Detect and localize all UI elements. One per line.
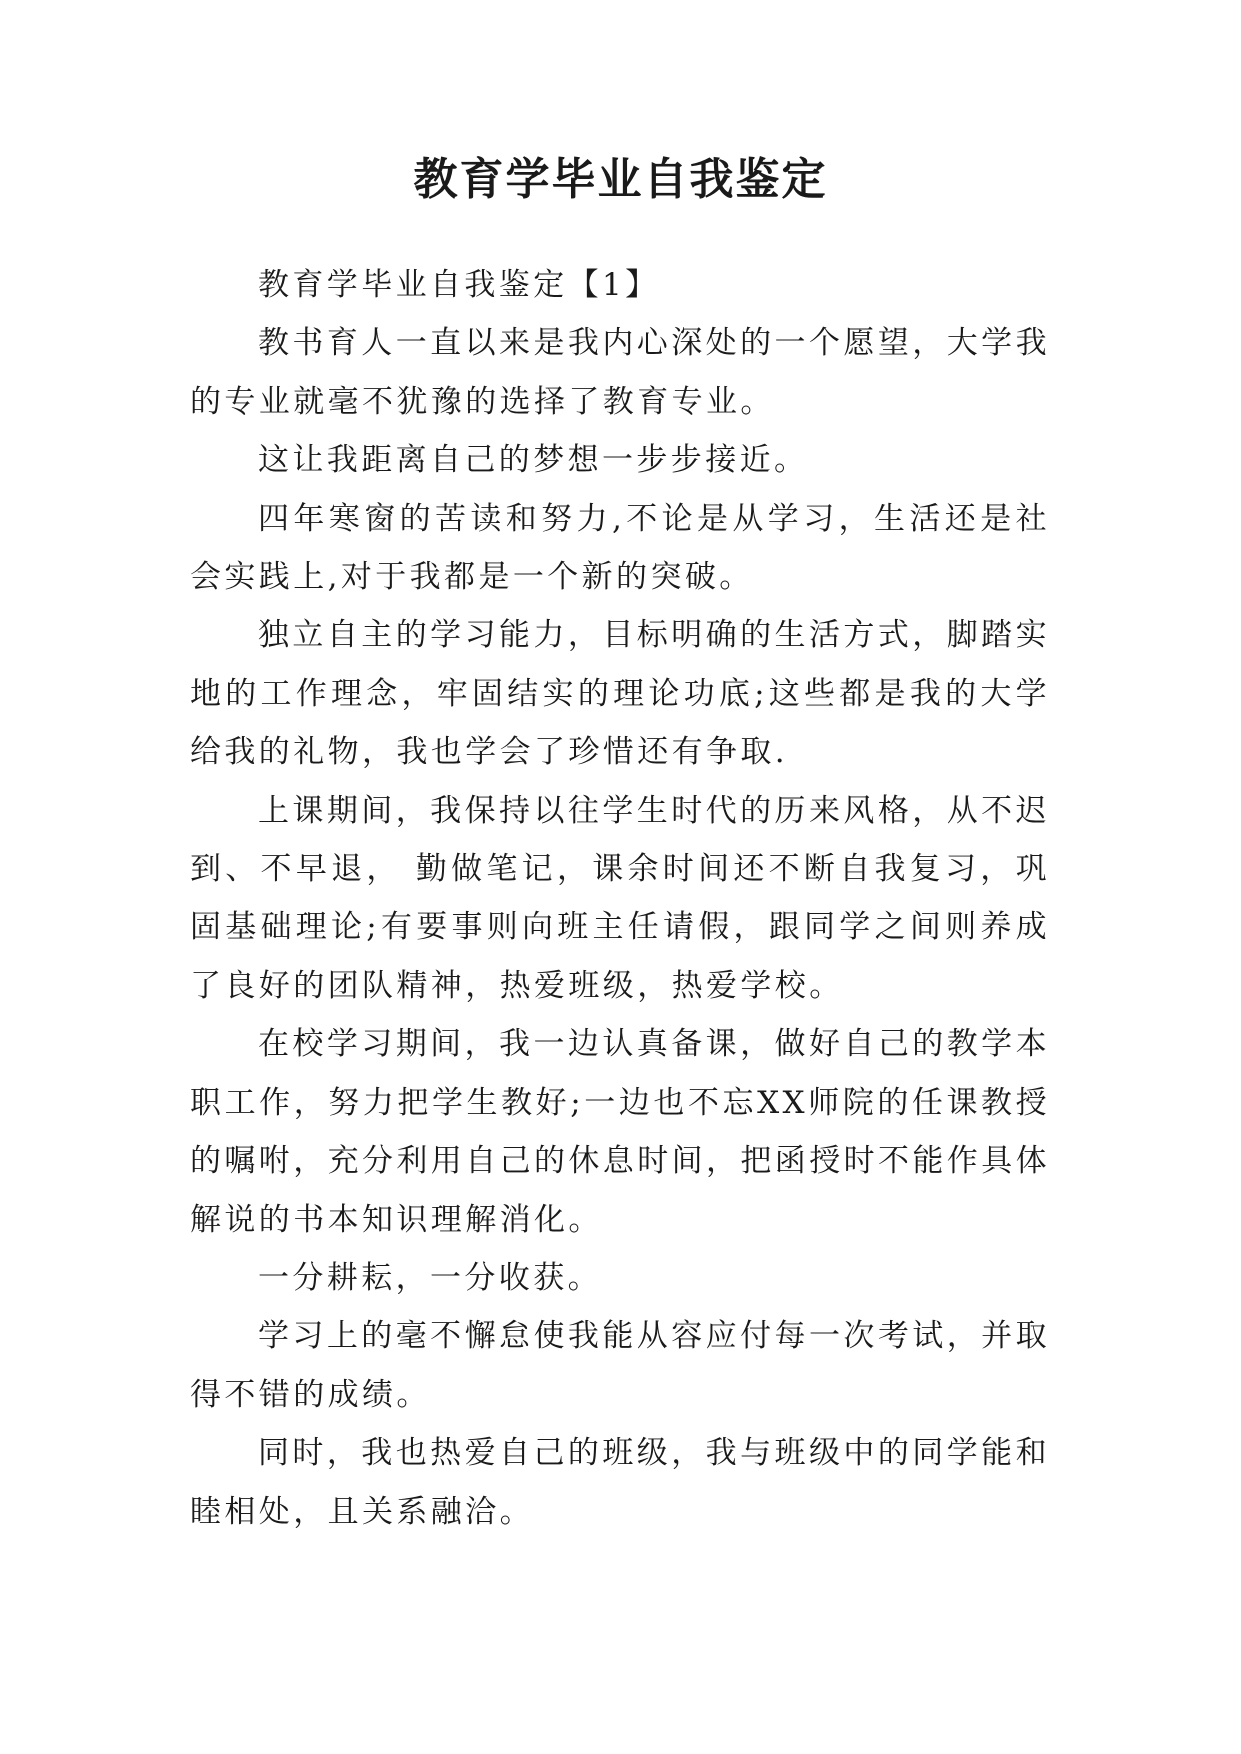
paragraph: 同时，我也热爱自己的班级，我与班级中的同学能和睦相处，且关系融洽。 — [190, 1435, 1050, 1530]
paragraph: 四年寒窗的苦读和努力,不论是从学习，生活还是社会实践上,对于我都是一个新的突破。 — [190, 500, 1050, 596]
paragraph: 这让我距离自己的梦想一步步接近。 — [258, 442, 809, 479]
paragraph-subheading: 教育学毕业自我鉴定【1】 — [258, 267, 660, 303]
paragraph: 学习上的毫不懈怠使我能从容应付每一次考试，并取得不错的成绩。 — [190, 1318, 1050, 1413]
paragraph: 一分耕耘，一分收获。 — [258, 1259, 602, 1296]
document-title: 教育学毕业自我鉴定 — [413, 154, 828, 205]
document-body — [190, 256, 1050, 1541]
paragraph: 在校学习期间，我一边认真备课，做好自己的教学本职工作，努力把学生教好;一边也不忘XX师院的任课教授的嘱咐，充分利用自己的休息时间，把函授时不能作具体解说的书本知识理解消化。 — [190, 1026, 1050, 1238]
paragraph: 教书育人一直以来是我内心深处的一个愿望，大学我的专业就毫不犹豫的选择了教育专业。 — [190, 325, 1050, 420]
paragraph: 独立自主的学习能力，目标明确的生活方式，脚踏实地的工作理念，牢固结实的理论功底;这些都是我的大学给我的礼物，我也学会了珍惜还有争取. — [190, 617, 1050, 771]
paragraph: 上课期间，我保持以往学生时代的历来风格，从不迟到、不早退， 勤做笔记，课余时间还不断自我复习，巩固基础理论;有要事则向班主任请假，跟同学之间则养成了良好的团队精神，热爱班级，热爱学校。 — [190, 792, 1050, 1004]
